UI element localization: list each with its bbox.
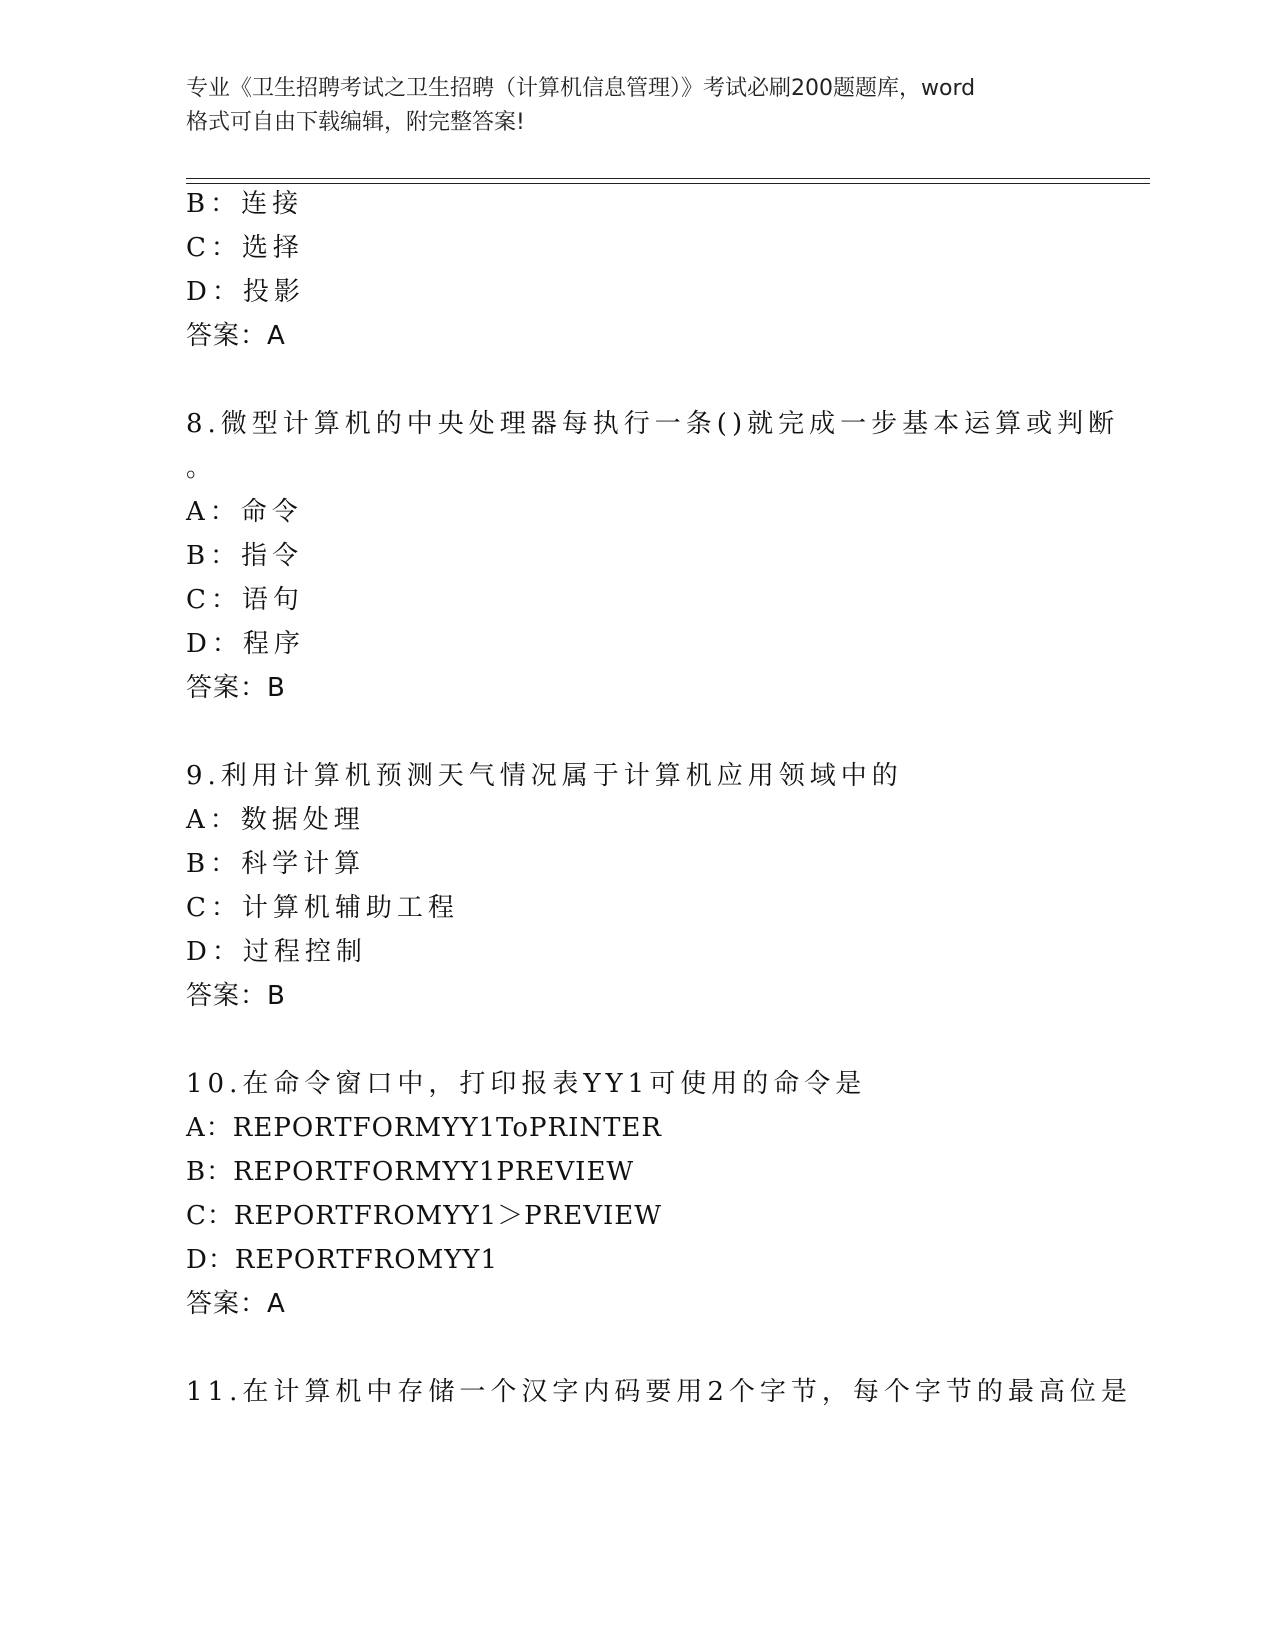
q8-option-c: C：语句 (186, 585, 304, 615)
header-divider-top (186, 178, 1150, 179)
q8-option-d: D：程序 (186, 629, 305, 659)
q9-stem: 9.利用计算机预测天气情况属于计算机应用领域中的 (186, 761, 903, 791)
q10-stem: 10.在命令窗口中，打印报表YY1可使用的命令是 (186, 1069, 867, 1099)
q7-answer: 答案：A (186, 321, 286, 351)
q10-option-a: A：REPORTFORMYY1ToPRINTER (186, 1113, 662, 1143)
q9-option-a: A：数据处理 (186, 805, 365, 835)
q8-stem: 8.微型计算机的中央处理器每执行一条()就完成一步基本运算或判断 (186, 409, 1120, 439)
q11-stem: 11.在计算机中存储一个汉字内码要用2个字节，每个字节的最高位是 (186, 1377, 1132, 1407)
q7-option-b: B：连接 (186, 189, 304, 219)
header-divider-bottom (186, 183, 1150, 184)
q8-stem-continuation: 。 (186, 453, 218, 483)
q9-answer: 答案：B (186, 981, 286, 1011)
q8-answer: 答案：B (186, 673, 286, 703)
q8-option-b: B：指令 (186, 541, 304, 571)
q10-option-c: C：REPORTFROMYY1＞PREVIEW (186, 1201, 662, 1231)
q9-option-c: C：计算机辅助工程 (186, 893, 459, 923)
q8-option-a: A：命令 (186, 497, 303, 527)
q7-option-c: C：选择 (186, 233, 304, 263)
header-line-1: 专业《卫生招聘考试之卫生招聘（计算机信息管理）》考试必刷200题题库，word (186, 76, 976, 101)
q9-option-b: B：科学计算 (186, 849, 366, 879)
q10-option-d: D：REPORTFROMYY1 (186, 1245, 499, 1275)
document-header (186, 72, 1086, 140)
q7-option-d: D：投影 (186, 277, 305, 307)
q10-option-b: B：REPORTFORMYY1PREVIEW (186, 1157, 635, 1187)
header-line-2: 格式可自由下载编辑，附完整答案! (186, 110, 525, 135)
q9-option-d: D：过程控制 (186, 937, 367, 967)
q10-answer: 答案：A (186, 1289, 286, 1319)
